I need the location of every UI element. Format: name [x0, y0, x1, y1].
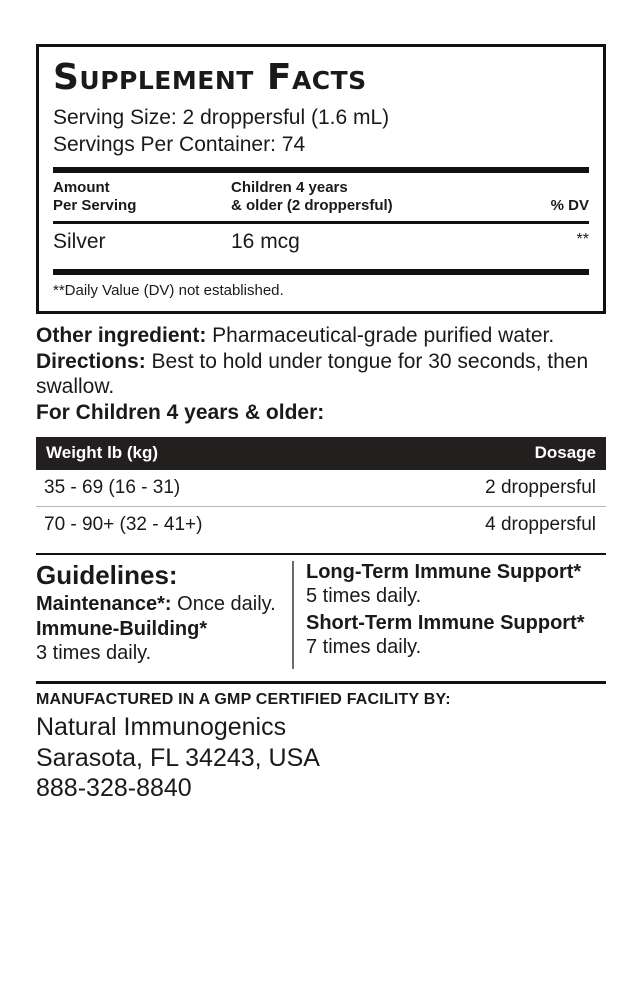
guidelines-section [36, 553, 606, 669]
manufacturer-heading: MANUFACTURED IN A GMP CERTIFIED FACILITY BY: [36, 691, 451, 709]
nutrient-name: Silver [53, 230, 106, 254]
directions-label: Directions: [36, 350, 146, 374]
header-amount-per-serving [53, 173, 231, 222]
guidelines-heading: Guidelines: [36, 560, 178, 591]
other-ingredient-text: Pharmaceutical-grade purified water. [206, 324, 555, 348]
dosage-col-dosage: Dosage [321, 437, 606, 470]
dosage-table [36, 437, 606, 543]
supplement-facts-panel [36, 44, 606, 314]
header-amount-line1: Amount [53, 178, 110, 196]
immune-building-label: Immune-Building* [36, 618, 208, 641]
other-ingredient-label: Other ingredient: [36, 324, 207, 348]
table-row [36, 470, 606, 507]
dosage-weight-value: 70 - 90+ (32 - 41+) [44, 514, 203, 536]
short-term-label: Short-Term Immune Support* [306, 612, 585, 635]
header-percent-dv: % DV [550, 197, 589, 215]
immune-building-text: 3 times daily. [36, 642, 152, 665]
nutrient-dv: ** [576, 231, 589, 249]
long-term-label: Long-Term Immune Support* [306, 561, 582, 584]
manufacturer-section [36, 681, 606, 804]
long-term-text: 5 times daily. [306, 585, 422, 608]
guidelines-left-column [36, 561, 294, 669]
dosage-weight-value: 35 - 69 (16 - 31) [36, 470, 321, 507]
directions [36, 350, 606, 399]
table-row [53, 224, 589, 261]
supplement-facts-header-row [53, 173, 589, 222]
dosage-amount-value: 2 droppersful [321, 470, 606, 507]
header-amount-line2: Per Serving [53, 197, 137, 215]
supplement-facts-table [53, 173, 589, 222]
manufacturer-name: Natural Immunogenics [36, 713, 287, 742]
guidelines-right-column [294, 561, 606, 669]
manufacturer-address: Sarasota, FL 34243, USA [36, 743, 320, 772]
maintenance-text: Once daily. [171, 593, 276, 616]
servings-per-container: Servings Per Container: 74 [53, 132, 306, 156]
body-copy [36, 324, 606, 425]
serving-size: Serving Size: 2 droppersful (1.6 mL) [53, 105, 390, 129]
supplement-facts-rows [53, 224, 589, 261]
supplement-label [36, 44, 606, 804]
nutrient-amount: 16 mcg [231, 230, 300, 254]
maintenance-label: Maintenance*: [36, 593, 172, 616]
for-children-heading: For Children 4 years & older: [36, 401, 325, 425]
short-term-text: 7 times daily. [306, 636, 422, 659]
header-children-line1: Children 4 years [231, 178, 348, 196]
table-row [36, 507, 606, 544]
dosage-header-row [36, 437, 606, 470]
maintenance-row [36, 592, 282, 616]
dosage-amount-value: 4 droppersful [485, 514, 596, 536]
other-ingredient [36, 324, 606, 348]
header-children [231, 173, 503, 222]
directions-text: Best to hold under tongue for 30 seconds, then swallow. [36, 350, 589, 398]
daily-value-footnote: **Daily Value (DV) not established. [53, 282, 284, 300]
supplement-facts-title: Supplement Facts [53, 57, 367, 98]
dosage-col-weight: Weight lb (kg) [36, 437, 321, 470]
manufacturer-phone: 888-328-8840 [36, 774, 192, 803]
header-children-line2: & older (2 droppersful) [231, 197, 393, 215]
